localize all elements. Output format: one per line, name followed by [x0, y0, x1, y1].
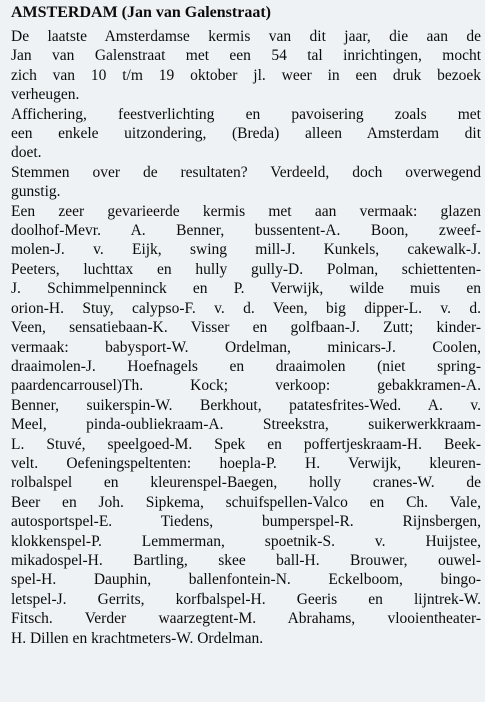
text-line: Veen, sensatiebaan-K. Visser en golfbaan-J. Zutt; kinder- [11, 319, 481, 337]
text-line: zich van 10 t/m 19 oktober jl. weer in een druk bezoek [11, 66, 481, 84]
text-line: Stemmen over de resultaten? Verdeeld, doch overwegend [11, 163, 481, 181]
text-line: molen-J. v. Eijk, swing mill-J. Kunkels, cakewalk-J. [11, 241, 481, 259]
text-line: De laatste Amsterdamse kermis van dit jaar, die aan de [11, 28, 481, 45]
text-line: L. Stuvé, speelgoed-M. Spek en poffertjeskraam-H. Beek- [11, 435, 481, 453]
text-line: paardencarrousel)Th. Kock; verkoop: gebakkramen-A. [11, 377, 481, 395]
paragraph-attractions [11, 202, 481, 648]
paragraph-results [11, 163, 481, 202]
text-line: verheugen. [11, 86, 80, 104]
article-headline: AMSTERDAM (Jan van Galenstraat) [11, 4, 271, 21]
text-line: Meel, pinda-oubliekraam-A. Streekstra, suikerwerkkraam- [11, 416, 481, 434]
paragraph-decoration [11, 105, 481, 163]
text-line: Beer en Joh. Sipkema, schuifspellen-Valco en Ch. Vale, [11, 493, 481, 511]
text-line: rolbalspel en kleurenspel-Baegen, holly cranes-W. de [11, 474, 481, 492]
article [11, 1, 481, 648]
text-line: gunstig. [11, 183, 61, 201]
text-line: Peeters, luchttax en hully gully-D. Polman, schiettenten- [11, 260, 481, 278]
text-line: letspel-J. Gerrits, korfbalspel-H. Geeris en lijntrek-W. [11, 590, 481, 608]
text-line: H. Dillen en krachtmeters-W. Ordelman. [11, 629, 264, 647]
text-line: klokkenspel-P. Lemmerman, spoetnik-S. v. Huijstee, [11, 532, 481, 550]
paragraph-intro [11, 27, 481, 105]
text-line: velt. Oefeningspeltenten: hoepla-P. H. Verwijk, kleuren- [11, 454, 481, 472]
text-line: Jan van Galenstraat met een 54 tal inrichtingen, mocht [11, 47, 481, 65]
text-line: Benner, suikerspin-W. Berkhout, patatesfrites-Wed. A. v. [11, 396, 481, 414]
text-line: Een zeer gevarieerde kermis met aan vermaak: glazen [11, 202, 481, 220]
text-line: spel-H. Dauphin, ballenfontein-N. Eckelboom, bingo- [11, 571, 481, 589]
text-line: autosportspel-E. Tiedens, bumperspel-R. Rijnsbergen, [11, 513, 481, 531]
text-line: Affichering, feestverlichting en pavoisering zoals met [11, 105, 481, 123]
text-line: mikadospel-H. Bartling, skee ball-H. Brouwer, ouwel- [11, 551, 481, 569]
text-line: draaimolen-J. Hoefnagels en draaimolen (niet spring- [11, 357, 481, 375]
text-line: doolhof-Mevr. A. Benner, bussentent-A. Boon, zweef- [11, 222, 481, 240]
text-line: vermaak: babysport-W. Ordelman, minicars-J. Coolen, [11, 338, 481, 356]
text-line: Fitsch. Verder waarzegtent-M. Abrahams, vlooientheater- [11, 610, 481, 628]
text-line: doet. [11, 144, 42, 162]
text-line: orion-H. Stuy, calypso-F. v. d. Veen, big dipper-L. v. d. [11, 299, 481, 317]
text-line: J. Schimmelpenninck en P. Verwijk, wilde muis en [11, 280, 481, 298]
text-line: een enkele uitzondering, (Breda) alleen Amsterdam dit [11, 125, 481, 143]
